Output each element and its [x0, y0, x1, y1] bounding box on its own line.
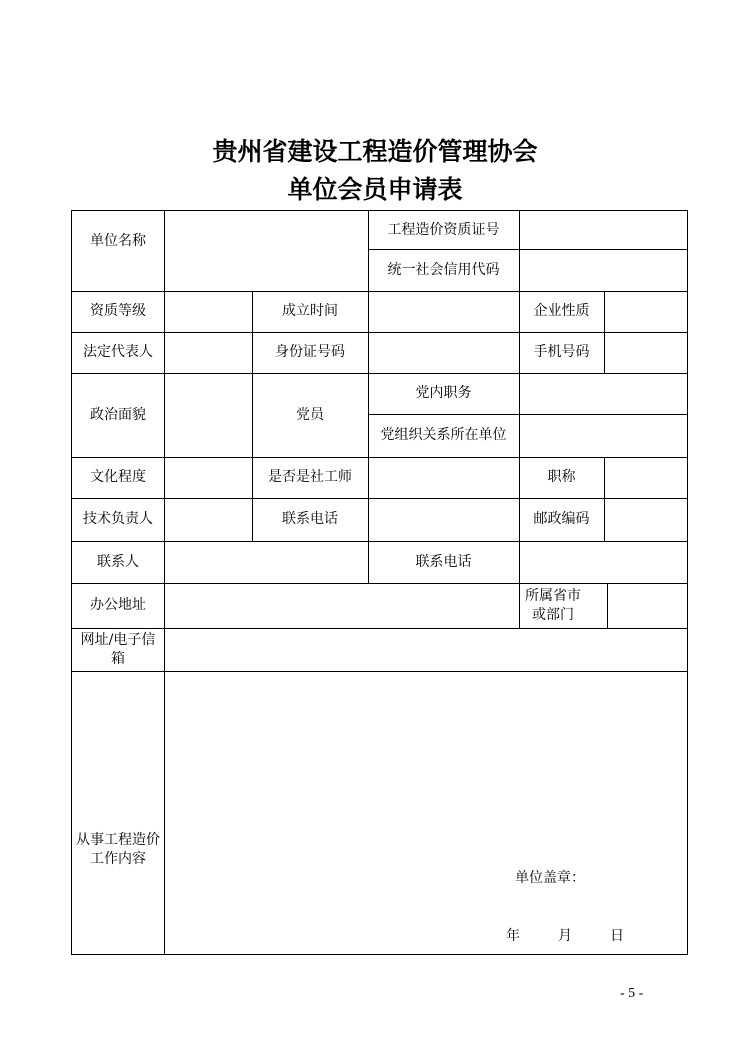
label-tech-lead: 技术负责人	[83, 511, 153, 527]
form-subtitle: 单位会员申请表	[287, 175, 463, 204]
label-contact-phone-1: 联系电话	[282, 511, 338, 527]
qualification-level-field[interactable]	[165, 292, 252, 332]
label-education: 文化程度	[90, 469, 146, 485]
enterprise-nature-field[interactable]	[605, 292, 687, 332]
label-province-dept: 所属省市或部门	[525, 587, 581, 623]
contact-person-field[interactable]	[165, 542, 368, 583]
month-label: 月	[558, 927, 572, 944]
year-label: 年	[506, 927, 520, 944]
label-qualification-level: 资质等级	[90, 303, 146, 319]
established-time-field[interactable]	[369, 292, 519, 332]
label-mobile: 手机号码	[533, 344, 590, 360]
label-cost-work-content: 从事工程造价工作内容	[76, 832, 160, 867]
is-social-worker-field[interactable]	[369, 458, 519, 498]
label-office-address: 办公地址	[90, 597, 146, 613]
contact-phone-2-field[interactable]	[520, 542, 687, 583]
form-title: 贵州省建设工程造价管理协会	[212, 137, 538, 166]
label-legal-rep: 法定代表人	[83, 344, 153, 360]
party-org-unit-field[interactable]	[520, 415, 687, 457]
postcode-field[interactable]	[605, 499, 687, 541]
label-id-no: 身份证号码	[275, 344, 345, 360]
label-contact-phone-2: 联系电话	[415, 553, 472, 570]
legal-rep-field[interactable]	[165, 333, 252, 373]
label-unit-name: 单位名称	[90, 232, 146, 249]
label-credit-code: 统一社会信用代码	[387, 262, 500, 278]
day-label: 日	[610, 927, 624, 944]
cost-work-content-field[interactable]	[165, 672, 687, 954]
unit-name-field[interactable]	[165, 211, 368, 291]
label-established-time: 成立时间	[282, 303, 338, 319]
label-enterprise-nature: 企业性质	[533, 303, 590, 319]
label-job-title: 职称	[547, 469, 576, 485]
contact-phone-1-field[interactable]	[369, 499, 519, 541]
office-address-field[interactable]	[165, 584, 519, 628]
label-cost-cert-no: 工程造价资质证号	[387, 221, 500, 238]
unit-seal-label: 单位盖章：	[515, 869, 585, 886]
label-postcode: 邮政编码	[533, 511, 590, 527]
label-contact-person: 联系人	[97, 553, 139, 570]
tech-lead-field[interactable]	[165, 499, 252, 541]
education-field[interactable]	[165, 458, 252, 498]
job-title-field[interactable]	[605, 458, 687, 498]
label-party-org-unit: 党组织关系所在单位	[380, 427, 507, 443]
label-party-position: 党内职务	[415, 385, 472, 401]
label-website-email: 网址/电子信箱	[80, 631, 156, 667]
id-no-field[interactable]	[369, 333, 519, 373]
website-email-field[interactable]	[165, 629, 687, 671]
label-party-member: 党员	[296, 406, 324, 423]
province-dept-field[interactable]	[608, 584, 687, 628]
political-status-field[interactable]	[165, 374, 252, 457]
mobile-field[interactable]	[605, 333, 687, 373]
label-political-status: 政治面貌	[90, 406, 146, 423]
credit-code-field[interactable]	[520, 250, 687, 291]
label-is-social-worker: 是否是社工师	[268, 469, 352, 485]
cost-cert-no-field[interactable]	[520, 211, 687, 249]
party-position-field[interactable]	[520, 374, 687, 414]
page-number: - 5 -	[620, 986, 644, 1001]
